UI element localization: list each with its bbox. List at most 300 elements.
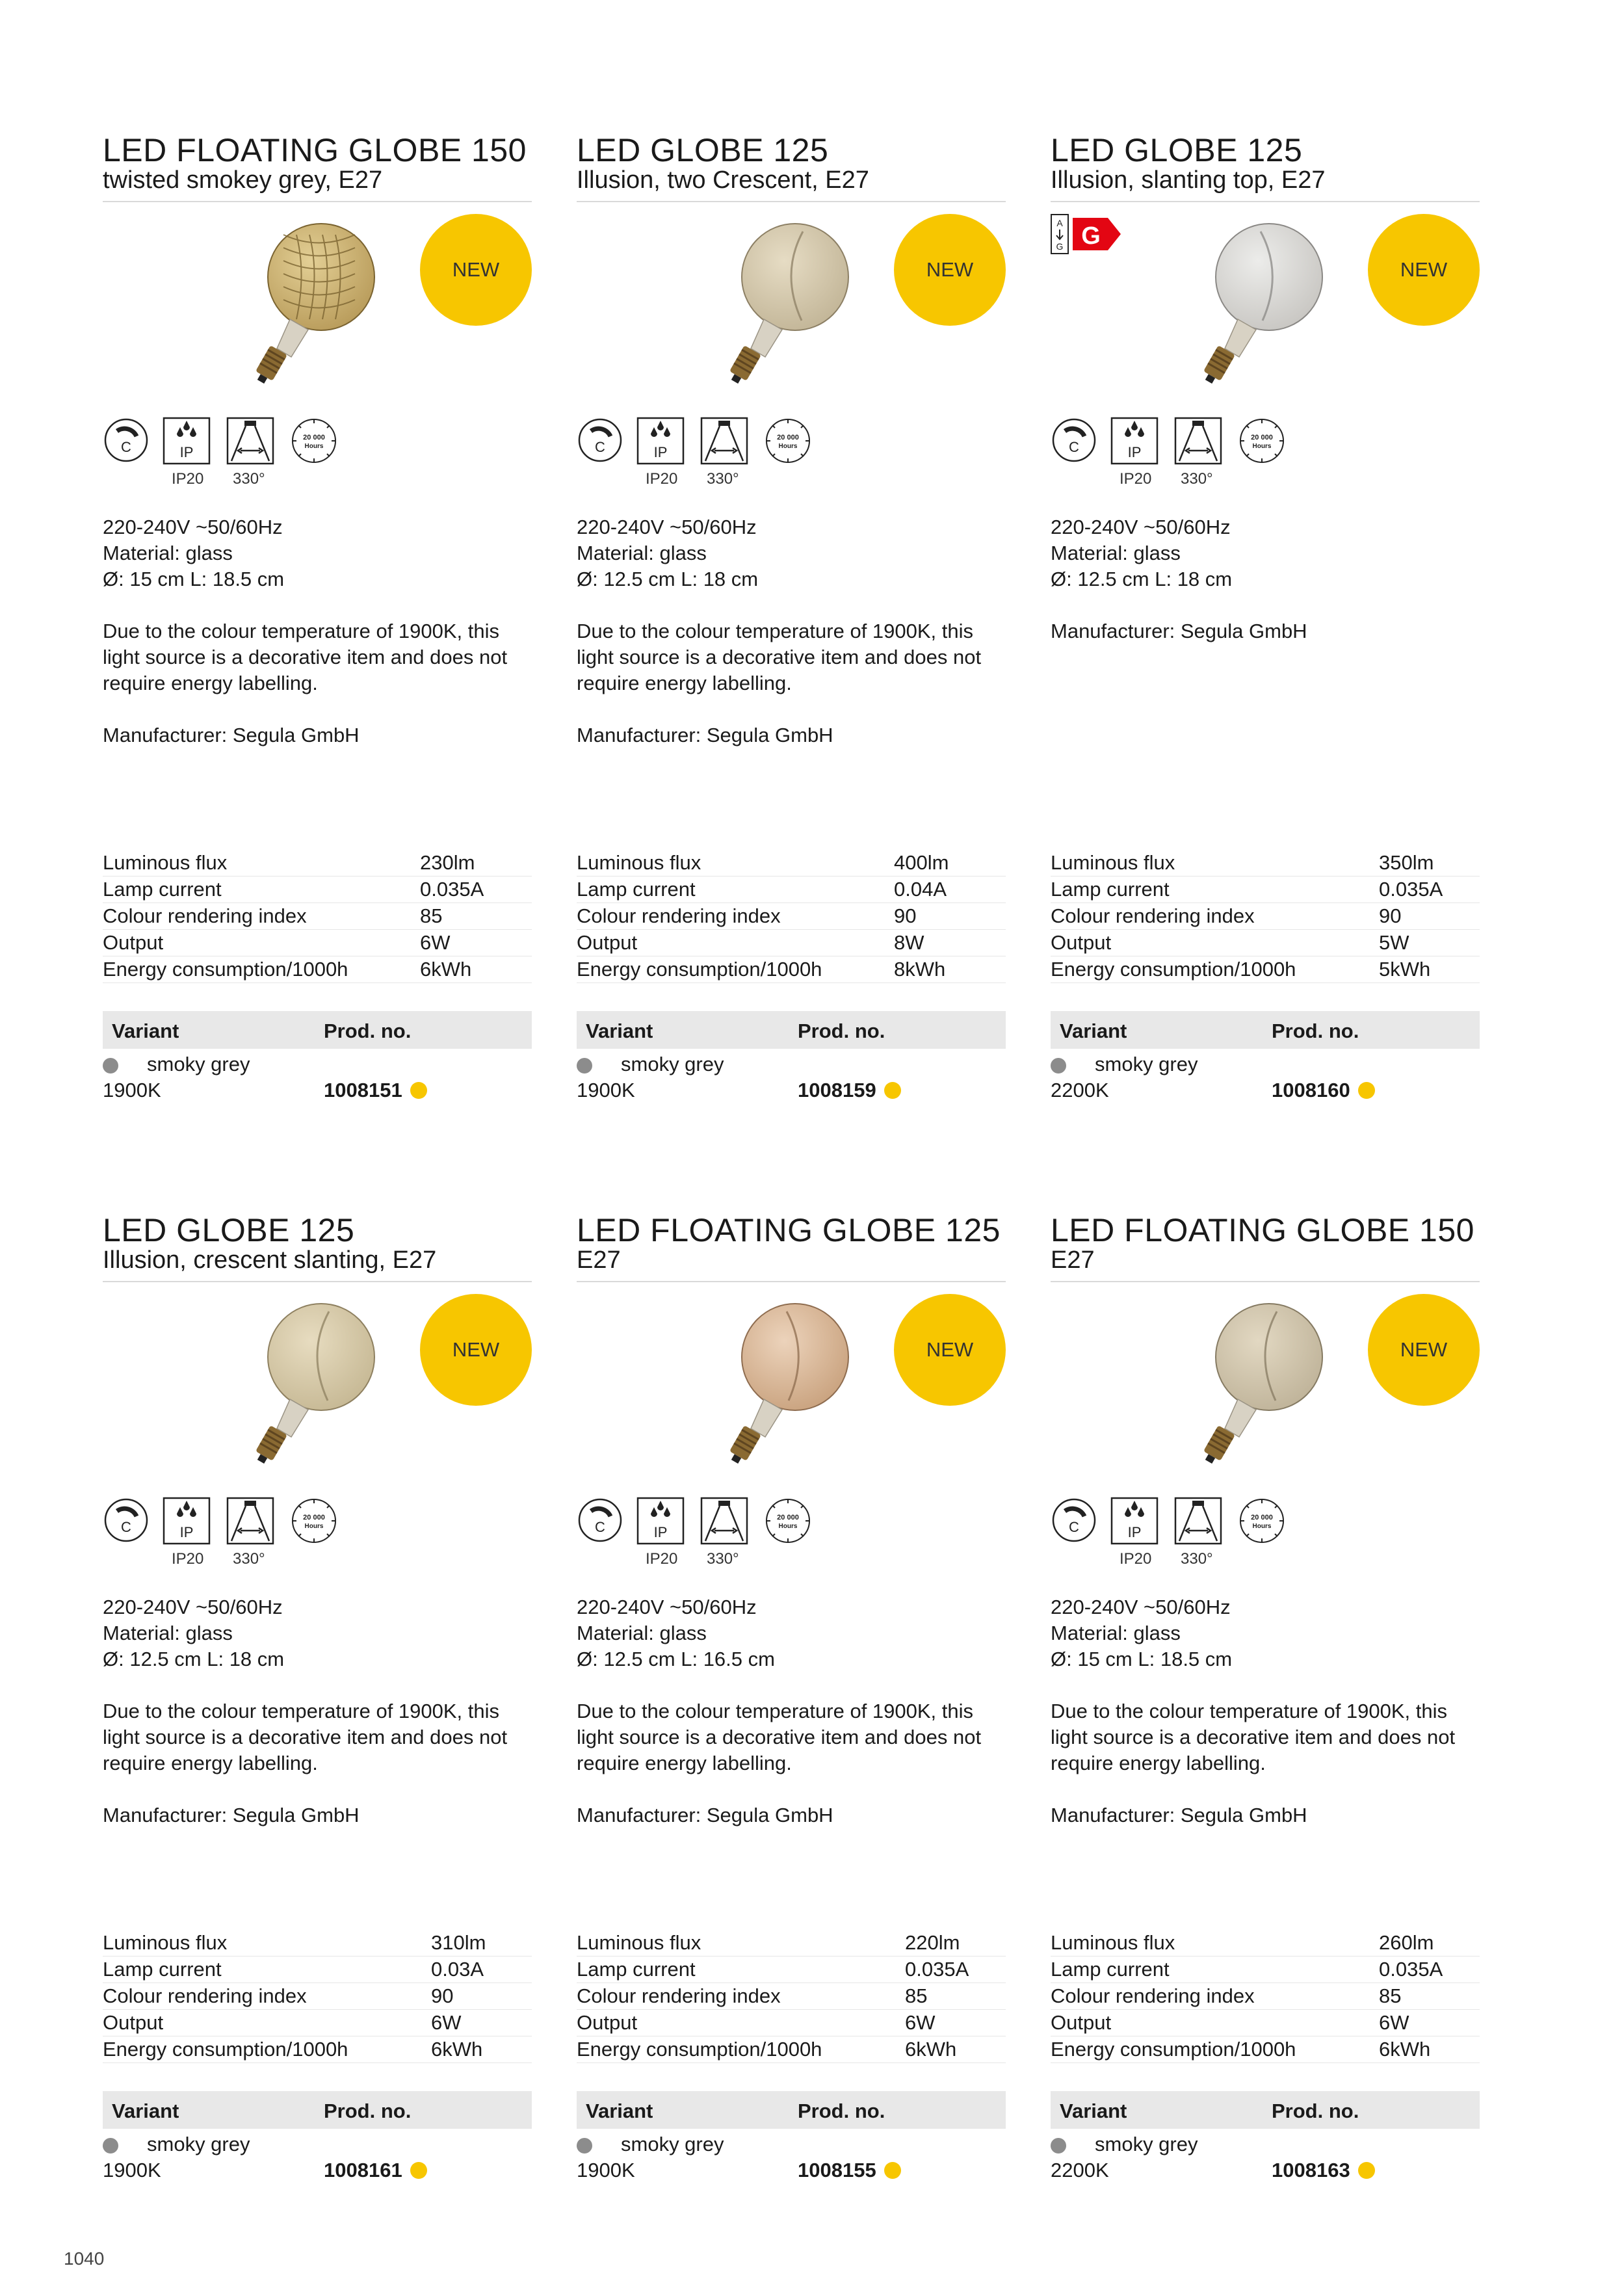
- variant-table: [577, 2091, 1006, 2181]
- table-row: [103, 903, 532, 930]
- lifetime-hours-icon: [764, 1497, 812, 1548]
- energy-note-line: require energy labelling.: [577, 1752, 792, 1774]
- bulb-illustration: [1199, 209, 1342, 407]
- variant-kelvin: 1900K: [103, 2159, 161, 2181]
- bulb-illustration: [1199, 1289, 1342, 1487]
- param-value: 0.035A: [1379, 1958, 1443, 1981]
- table-row: [1051, 1956, 1480, 1983]
- colour-swatch-icon: [1051, 2138, 1066, 2154]
- beam-angle-caption: 330°: [1181, 470, 1213, 488]
- variant-table-header: [1051, 1011, 1480, 1049]
- colour-swatch-icon: [1051, 1058, 1066, 1074]
- svg-text:G: G: [1056, 241, 1064, 252]
- variant-kelvin: 1900K: [577, 1079, 635, 1101]
- beam-angle-icon: [1174, 417, 1222, 468]
- new-badge: [1368, 214, 1480, 326]
- beam-angle-icon: [1174, 1497, 1222, 1548]
- svg-text:IP: IP: [653, 444, 668, 460]
- variant-kelvin: 1900K: [103, 1079, 161, 1101]
- lifetime-hours-icon: [764, 417, 812, 468]
- param-value: 6W: [1379, 2011, 1409, 2034]
- param-value: 0.035A: [1379, 878, 1443, 901]
- table-row: [103, 2036, 532, 2063]
- new-marker-icon: [410, 1082, 427, 1099]
- table-row: [103, 1930, 532, 1956]
- param-label: Colour rendering index: [577, 1984, 781, 2007]
- table-row: [577, 1983, 1006, 2010]
- table-row: [1051, 876, 1480, 903]
- prod-no-header: Prod. no.: [1272, 1020, 1359, 1042]
- param-value: 90: [431, 1984, 454, 2007]
- variant-row: [577, 1049, 1006, 1101]
- svg-text:20 000: 20 000: [1251, 1514, 1273, 1522]
- svg-text:Hours: Hours: [778, 1523, 798, 1530]
- param-label: Energy consumption/1000h: [1051, 2038, 1296, 2061]
- product-number: [1272, 1079, 1375, 1102]
- ip-rating-caption: IP20: [172, 470, 204, 488]
- svg-text:A: A: [1056, 218, 1063, 228]
- energy-note-line: Due to the colour temperature of 1900K, this: [577, 620, 974, 642]
- product-number: [798, 1079, 901, 1102]
- variant-table: [103, 2091, 532, 2181]
- variant-header: Variant: [586, 2100, 653, 2122]
- svg-text:20 000: 20 000: [303, 434, 325, 441]
- new-badge: [894, 214, 1006, 326]
- table-row: [103, 956, 532, 983]
- dimensions: Ø: 12.5 cm L: 18 cm: [103, 1648, 285, 1670]
- colour-swatch-icon: [577, 2138, 592, 2154]
- new-marker-icon: [884, 1082, 901, 1099]
- param-label: Colour rendering index: [103, 1984, 307, 2007]
- new-badge: [420, 1294, 532, 1406]
- new-marker-icon: [410, 2162, 427, 2179]
- product-card: [1051, 1213, 1480, 2228]
- manufacturer-text: Manufacturer: Segula GmbH: [103, 724, 360, 746]
- feature-icons: [103, 417, 532, 501]
- new-badge: [420, 214, 532, 326]
- variant-header: Variant: [1060, 1020, 1127, 1042]
- param-label: Output: [1051, 931, 1112, 954]
- energy-note-line: Due to the colour temperature of 1900K, this: [103, 1700, 500, 1722]
- product-image-area: [577, 1282, 1006, 1497]
- product-image-area: [103, 1282, 532, 1497]
- parameter-table: [577, 850, 1006, 983]
- energy-note: [1051, 1698, 1480, 1776]
- energy-note-line: require energy labelling.: [103, 1752, 318, 1774]
- param-label: Lamp current: [103, 878, 222, 901]
- product-card: [577, 1213, 1006, 2228]
- variant-table-header: [577, 2091, 1006, 2129]
- table-row: [103, 876, 532, 903]
- table-row: [1051, 930, 1480, 956]
- param-label: Output: [1051, 2011, 1112, 2034]
- beam-angle-icon: [226, 417, 274, 468]
- svg-text:G: G: [1081, 222, 1101, 250]
- ip-rating-icon: [163, 1497, 211, 1548]
- dimensions: Ø: 12.5 cm L: 18 cm: [577, 568, 759, 590]
- param-label: Colour rendering index: [103, 904, 307, 927]
- energy-note-line: require energy labelling.: [577, 672, 792, 694]
- variant-table-header: [103, 2091, 532, 2129]
- manufacturer: [1051, 618, 1480, 644]
- param-value: 6kWh: [420, 958, 472, 981]
- variant-row: [103, 1049, 532, 1101]
- product-number-text: 1008151: [324, 1079, 402, 1101]
- param-value: 0.035A: [420, 878, 484, 901]
- energy-note-line: Due to the colour temperature of 1900K, this: [103, 620, 500, 642]
- svg-text:Hours: Hours: [304, 443, 324, 450]
- table-row: [1051, 1930, 1480, 1956]
- new-badge-label: NEW: [452, 258, 500, 281]
- new-marker-icon: [1358, 2162, 1375, 2179]
- table-row: [103, 850, 532, 876]
- param-value: 90: [894, 904, 917, 927]
- dimmable-icon: [1051, 1497, 1097, 1547]
- param-value: 6kWh: [905, 2038, 957, 2061]
- energy-note: [103, 1698, 532, 1776]
- energy-note-line: light source is a decorative item and does not: [103, 646, 508, 668]
- bulb-illustration: [725, 1289, 868, 1487]
- manufacturer-text: Manufacturer: Segula GmbH: [577, 724, 833, 746]
- voltage: 220-240V ~50/60Hz: [577, 516, 757, 538]
- prod-no-header: Prod. no.: [324, 1020, 412, 1042]
- svg-text:C: C: [1069, 439, 1079, 455]
- voltage: 220-240V ~50/60Hz: [103, 1596, 283, 1618]
- colour-swatch-icon: [577, 1058, 592, 1074]
- beam-angle-caption: 330°: [707, 1550, 739, 1568]
- param-label: Energy consumption/1000h: [1051, 958, 1296, 981]
- variant-colour: smoky grey: [1095, 2133, 1198, 2155]
- product-number-text: 1008161: [324, 2159, 402, 2181]
- prod-no-header: Prod. no.: [1272, 2100, 1359, 2122]
- param-label: Luminous flux: [103, 851, 228, 874]
- table-row: [1051, 1983, 1480, 2010]
- beam-angle-icon: [700, 417, 748, 468]
- variant-row: [1051, 1049, 1480, 1101]
- param-label: Lamp current: [577, 878, 696, 901]
- product-image-area: [103, 202, 532, 417]
- page-number: 1040: [64, 2248, 105, 2269]
- param-value: 6kWh: [1379, 2038, 1431, 2061]
- feature-icons: [577, 417, 1006, 501]
- product-title: LED GLOBE 125: [577, 132, 829, 168]
- param-label: Lamp current: [1051, 878, 1170, 901]
- voltage: 220-240V ~50/60Hz: [1051, 516, 1231, 538]
- param-label: Energy consumption/1000h: [577, 958, 822, 981]
- variant-table: [577, 1011, 1006, 1101]
- param-value: 0.035A: [905, 1958, 969, 1981]
- param-value: 90: [1379, 904, 1402, 927]
- spec-block: [577, 1594, 1006, 1672]
- variant-colour: smoky grey: [147, 1053, 250, 1075]
- product-number-text: 1008163: [1272, 2159, 1350, 2181]
- ip-rating-icon: [163, 417, 211, 468]
- svg-text:IP: IP: [1127, 1524, 1142, 1540]
- svg-text:IP: IP: [653, 1524, 668, 1540]
- product-title: LED FLOATING GLOBE 150: [103, 132, 527, 168]
- dimensions: Ø: 15 cm L: 18.5 cm: [1051, 1648, 1233, 1670]
- product-card: [103, 133, 532, 1148]
- new-badge-label: NEW: [452, 1338, 500, 1361]
- energy-note-line: light source is a decorative item and does not: [1051, 1726, 1456, 1748]
- variant-table-header: [1051, 2091, 1480, 2129]
- variant-row: [577, 2129, 1006, 2181]
- product-image-area: [1051, 1282, 1480, 1497]
- material: Material: glass: [577, 542, 707, 564]
- material: Material: glass: [577, 1622, 707, 1644]
- variant-colour: smoky grey: [621, 1053, 724, 1075]
- param-value: 260lm: [1379, 1931, 1434, 1954]
- product-image-area: [577, 202, 1006, 417]
- param-value: 85: [1379, 1984, 1402, 2007]
- energy-note-line: require energy labelling.: [103, 672, 318, 694]
- feature-icons: [577, 1497, 1006, 1581]
- param-label: Energy consumption/1000h: [103, 2038, 348, 2061]
- bulb-illustration: [725, 209, 868, 407]
- param-value: 230lm: [420, 851, 475, 874]
- param-label: Lamp current: [577, 1958, 696, 1981]
- param-label: Output: [577, 931, 638, 954]
- spec-block: [1051, 1594, 1480, 1672]
- beam-angle-caption: 330°: [233, 1550, 265, 1568]
- lifetime-hours-icon: [1238, 1497, 1286, 1548]
- product-card: [1051, 133, 1480, 1148]
- table-row: [1051, 2010, 1480, 2036]
- manufacturer-text: Manufacturer: Segula GmbH: [103, 1804, 360, 1826]
- ip-rating-caption: IP20: [172, 1550, 204, 1568]
- svg-text:C: C: [595, 439, 605, 455]
- feature-icons: [1051, 1497, 1480, 1581]
- table-row: [1051, 956, 1480, 983]
- dimmable-icon: [103, 417, 150, 467]
- svg-text:IP: IP: [179, 444, 194, 460]
- product-card: [577, 133, 1006, 1148]
- prod-no-header: Prod. no.: [798, 2100, 885, 2122]
- param-value: 85: [420, 904, 443, 927]
- ip-rating-caption: IP20: [1120, 1550, 1152, 1568]
- ip-rating-icon: [1110, 417, 1159, 468]
- variant-kelvin: 2200K: [1051, 2159, 1109, 2181]
- param-value: 220lm: [905, 1931, 960, 1954]
- param-label: Colour rendering index: [577, 904, 781, 927]
- svg-text:Hours: Hours: [304, 1523, 324, 1530]
- param-label: Output: [577, 2011, 638, 2034]
- energy-note-line: light source is a decorative item and does not: [577, 646, 982, 668]
- table-row: [1051, 850, 1480, 876]
- svg-text:IP: IP: [179, 1524, 194, 1540]
- param-value: 0.04A: [894, 878, 947, 901]
- param-label: Luminous flux: [1051, 1931, 1175, 1954]
- dimmable-icon: [1051, 417, 1097, 467]
- param-value: 0.03A: [431, 1958, 484, 1981]
- product-number: [324, 2159, 427, 2182]
- material: Material: glass: [1051, 542, 1181, 564]
- table-row: [577, 930, 1006, 956]
- colour-swatch-icon: [103, 1058, 118, 1074]
- product-number-text: 1008159: [798, 1079, 876, 1101]
- colour-swatch-icon: [103, 2138, 118, 2154]
- param-value: 400lm: [894, 851, 949, 874]
- svg-text:20 000: 20 000: [1251, 434, 1273, 441]
- variant-table-header: [577, 1011, 1006, 1049]
- product-subtitle: Illusion, crescent slanting, E27: [103, 1246, 437, 1274]
- voltage: 220-240V ~50/60Hz: [577, 1596, 757, 1618]
- ip-rating-caption: IP20: [1120, 470, 1152, 488]
- energy-note: [103, 618, 532, 696]
- product-subtitle: Illusion, slanting top, E27: [1051, 166, 1326, 194]
- param-value: 6W: [431, 2011, 462, 2034]
- new-badge-label: NEW: [926, 258, 974, 281]
- spec-block: [1051, 514, 1480, 592]
- product-title: LED GLOBE 125: [103, 1212, 355, 1248]
- energy-note: [577, 618, 1006, 696]
- spec-block: [103, 514, 532, 592]
- param-value: 6W: [905, 2011, 936, 2034]
- param-label: Energy consumption/1000h: [577, 2038, 822, 2061]
- parameter-table: [103, 1930, 532, 2063]
- manufacturer-text: Manufacturer: Segula GmbH: [577, 1804, 833, 1826]
- product-subtitle: twisted smokey grey, E27: [103, 166, 383, 194]
- variant-colour: smoky grey: [147, 2133, 250, 2155]
- beam-angle-caption: 330°: [707, 470, 739, 488]
- param-value: 8W: [894, 931, 924, 954]
- ip-rating-icon: [1110, 1497, 1159, 1548]
- new-badge-label: NEW: [1400, 1338, 1448, 1361]
- param-value: 350lm: [1379, 851, 1434, 874]
- new-badge: [1368, 1294, 1480, 1406]
- table-row: [1051, 903, 1480, 930]
- table-row: [577, 2036, 1006, 2063]
- beam-angle-icon: [226, 1497, 274, 1548]
- energy-label-icon: [1051, 214, 1123, 257]
- energy-note-line: light source is a decorative item and does not: [103, 1726, 508, 1748]
- svg-text:C: C: [121, 439, 131, 455]
- manufacturer: [1051, 1802, 1480, 1828]
- bulb-illustration: [251, 209, 394, 407]
- prod-no-header: Prod. no.: [798, 1020, 885, 1042]
- param-label: Output: [103, 931, 164, 954]
- feature-icons: [1051, 417, 1480, 501]
- parameter-table: [1051, 850, 1480, 983]
- table-row: [103, 1956, 532, 1983]
- variant-header: Variant: [112, 2100, 179, 2122]
- voltage: 220-240V ~50/60Hz: [1051, 1596, 1231, 1618]
- beam-angle-icon: [700, 1497, 748, 1548]
- variant-header: Variant: [1060, 2100, 1127, 2122]
- energy-note-line: require energy labelling.: [1051, 1752, 1266, 1774]
- variant-header: Variant: [112, 1020, 179, 1042]
- table-row: [577, 1930, 1006, 1956]
- feature-icons: [103, 1497, 532, 1581]
- product-number-text: 1008160: [1272, 1079, 1350, 1101]
- table-row: [577, 876, 1006, 903]
- product-subtitle: Illusion, two Crescent, E27: [577, 166, 869, 194]
- new-badge-label: NEW: [1400, 258, 1448, 281]
- dimensions: Ø: 12.5 cm L: 16.5 cm: [577, 1648, 775, 1670]
- manufacturer: [103, 1802, 532, 1828]
- dimmable-icon: [577, 1497, 623, 1547]
- new-marker-icon: [884, 2162, 901, 2179]
- param-label: Luminous flux: [103, 1931, 228, 1954]
- param-label: Luminous flux: [577, 851, 701, 874]
- svg-text:IP: IP: [1127, 444, 1142, 460]
- new-badge-label: NEW: [926, 1338, 974, 1361]
- variant-colour: smoky grey: [621, 2133, 724, 2155]
- prod-no-header: Prod. no.: [324, 2100, 412, 2122]
- spec-block: [577, 514, 1006, 592]
- table-row: [1051, 2036, 1480, 2063]
- variant-kelvin: 1900K: [577, 2159, 635, 2181]
- energy-note-line: light source is a decorative item and does not: [577, 1726, 982, 1748]
- variant-table: [103, 1011, 532, 1101]
- param-value: 6kWh: [431, 2038, 483, 2061]
- variant-row: [1051, 2129, 1480, 2181]
- material: Material: glass: [103, 542, 233, 564]
- spec-block: [103, 1594, 532, 1672]
- table-row: [577, 1956, 1006, 1983]
- param-value: 5W: [1379, 931, 1409, 954]
- variant-kelvin: 2200K: [1051, 1079, 1109, 1101]
- param-value: 5kWh: [1379, 958, 1431, 981]
- manufacturer-text: Manufacturer: Segula GmbH: [1051, 1804, 1307, 1826]
- param-value: 8kWh: [894, 958, 946, 981]
- table-row: [103, 2010, 532, 2036]
- product-number: [1272, 2159, 1375, 2182]
- param-label: Colour rendering index: [1051, 904, 1255, 927]
- ip-rating-caption: IP20: [646, 1550, 678, 1568]
- dimmable-icon: [103, 1497, 150, 1547]
- product-subtitle: E27: [1051, 1246, 1095, 1274]
- manufacturer: [577, 1802, 1006, 1828]
- svg-text:Hours: Hours: [1252, 443, 1272, 450]
- manufacturer-text: Manufacturer: Segula GmbH: [1051, 620, 1307, 642]
- param-label: Colour rendering index: [1051, 1984, 1255, 2007]
- product-title: LED FLOATING GLOBE 150: [1051, 1212, 1474, 1248]
- bulb-illustration: [251, 1289, 394, 1487]
- param-label: Output: [103, 2011, 164, 2034]
- svg-text:Hours: Hours: [1252, 1523, 1272, 1530]
- table-row: [103, 930, 532, 956]
- product-number-text: 1008155: [798, 2159, 876, 2181]
- product-title: LED FLOATING GLOBE 125: [577, 1212, 1001, 1248]
- param-value: 6W: [420, 931, 451, 954]
- beam-angle-caption: 330°: [233, 470, 265, 488]
- voltage: 220-240V ~50/60Hz: [103, 516, 283, 538]
- svg-text:C: C: [1069, 1519, 1079, 1535]
- param-label: Lamp current: [103, 1958, 222, 1981]
- svg-text:20 000: 20 000: [777, 1514, 799, 1522]
- product-number: [798, 2159, 901, 2182]
- param-label: Energy consumption/1000h: [103, 958, 348, 981]
- lifetime-hours-icon: [290, 417, 338, 468]
- svg-text:20 000: 20 000: [777, 434, 799, 441]
- new-marker-icon: [1358, 1082, 1375, 1099]
- variant-table: [1051, 1011, 1480, 1101]
- param-value: 310lm: [431, 1931, 486, 1954]
- variant-table: [1051, 2091, 1480, 2181]
- param-label: Luminous flux: [1051, 851, 1175, 874]
- product-image-area: [1051, 202, 1480, 417]
- product-subtitle: E27: [577, 1246, 621, 1274]
- material: Material: glass: [1051, 1622, 1181, 1644]
- svg-text:Hours: Hours: [778, 443, 798, 450]
- table-row: [577, 2010, 1006, 2036]
- svg-text:C: C: [121, 1519, 131, 1535]
- dimensions: Ø: 12.5 cm L: 18 cm: [1051, 568, 1233, 590]
- product-card: [103, 1213, 532, 2228]
- variant-table-header: [103, 1011, 532, 1049]
- param-value: 85: [905, 1984, 928, 2007]
